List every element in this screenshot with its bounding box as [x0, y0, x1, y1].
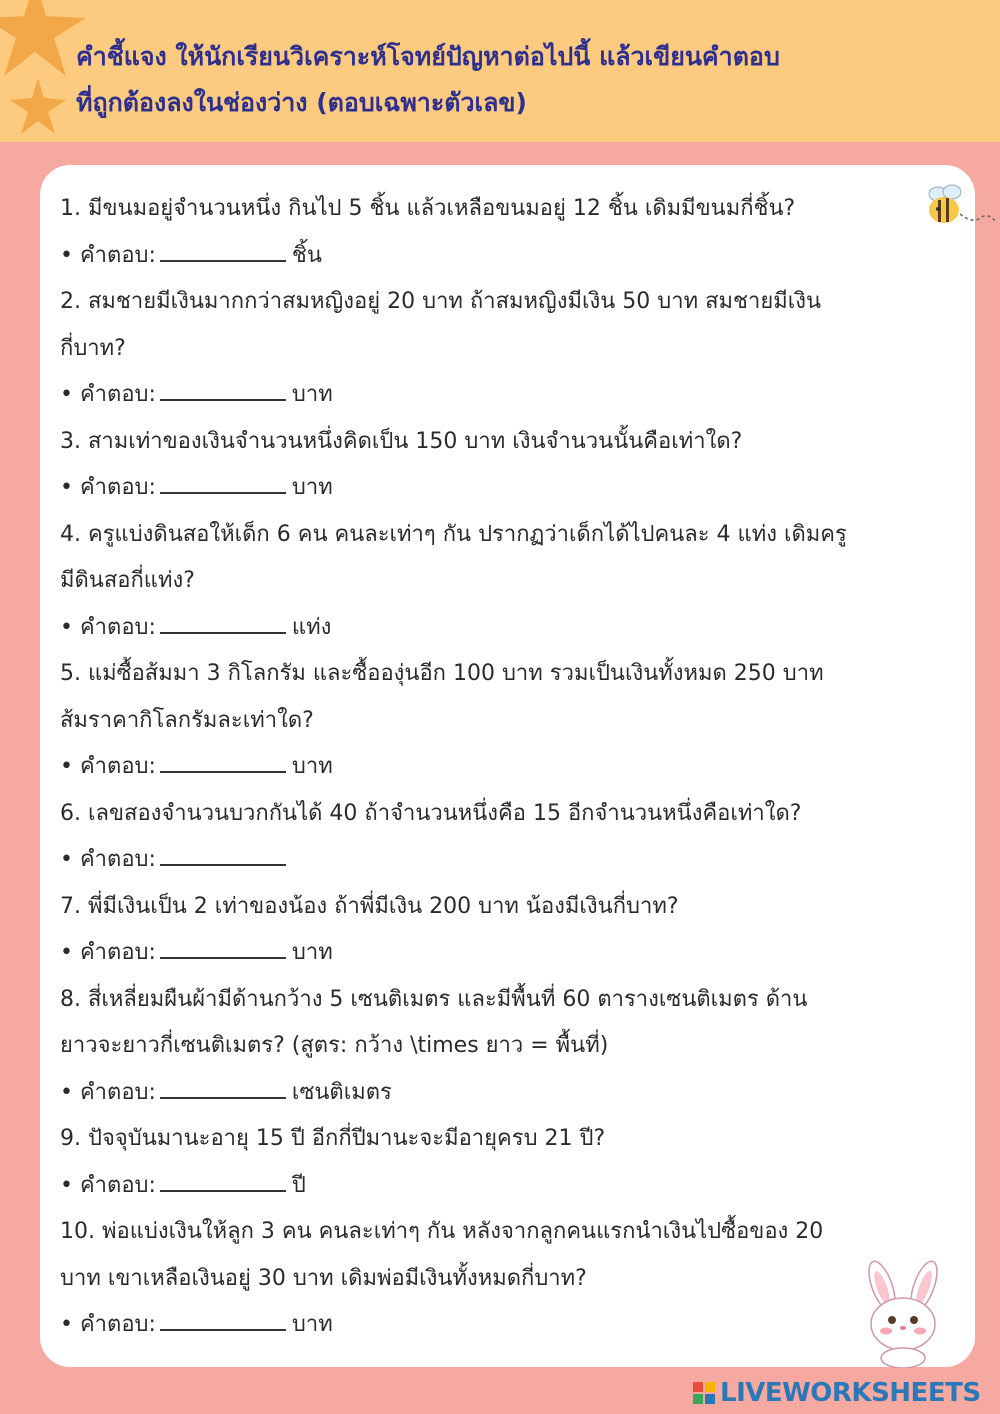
answer-blank[interactable]	[160, 751, 286, 773]
answer-blank[interactable]	[160, 1309, 286, 1331]
answer-row	[60, 930, 960, 977]
answer-unit: ปี	[291, 1172, 306, 1198]
answer-unit: บาท	[291, 382, 333, 407]
question-text-cont: บาท เขาเหลือเงินอยู่ 30 บาท เดิมพ่อมีเงินทั้งหมดกี่บาท?	[60, 1265, 587, 1291]
brand-text: LIVEWORKSHEETS	[720, 1378, 981, 1408]
question-text-cont: ส้มราคากิโลกรัมละเท่าใด?	[60, 707, 314, 733]
answer-blank[interactable]	[160, 612, 286, 634]
answer-row	[60, 233, 960, 280]
answer-label: • คำตอบ:	[60, 475, 156, 500]
question-text: 10. พ่อแบ่งเงินให้ลูก 3 คน คนละเท่าๆ กัน หลังจากลูกคนแรกนำเงินไปซื้อของ 20	[60, 1219, 824, 1244]
question-text: 8. สี่เหลี่ยมผืนผ้ามีด้านกว้าง 5 เซนติเมตร และมีพื้นที่ 60 ตารางเซนติเมตร ด้าน	[60, 986, 808, 1012]
answer-label: • คำตอบ:	[60, 242, 156, 268]
question-1	[60, 186, 960, 279]
instructions	[76, 34, 976, 126]
question-text: 1. มีขนมอยู่จำนวนหนึ่ง กินไป 5 ชิ้น แล้วเหลือขนมอยู่ 12 ชิ้น เดิมมีขนมกี่ชิ้น?	[60, 196, 796, 221]
answer-row	[60, 465, 960, 512]
answer-row	[60, 1163, 960, 1210]
question-text: 9. ปัจจุบันมานะอายุ 15 ปี อีกกี่ปีมานะจะมีอายุครบ 21 ปี?	[60, 1126, 606, 1151]
star-icon	[8, 78, 68, 138]
question-text: 7. พี่มีเงินเป็น 2 เท่าของน้อง ถ้าพี่มีเงิน 200 บาท น้องมีเงินกี่บาท?	[60, 893, 679, 919]
instructions-line-2: ที่ถูกต้องลงในช่องว่าง (ตอบเฉพาะตัวเลข)	[76, 88, 527, 117]
answer-label: • คำตอบ:	[60, 382, 156, 407]
answer-unit: บาท	[291, 754, 333, 779]
question-text: 3. สามเท่าของเงินจำนวนหนึ่งคิดเป็น 150 บาท เงินจำนวนนั้นคือเท่าใด?	[60, 428, 743, 454]
answer-label: • คำตอบ:	[60, 1172, 156, 1198]
liveworksheets-logo-icon	[693, 1382, 717, 1406]
answer-label: • คำตอบ:	[60, 940, 156, 965]
answer-unit: บาท	[291, 1312, 333, 1337]
instructions-line-1: คำชี้แจง ให้นักเรียนวิเคราะห์โจทย์ปัญหาต่อไปนี้ แล้วเขียนคำตอบ	[76, 42, 780, 71]
bunny-icon	[840, 1258, 970, 1368]
question-text-cont: มีดินสอกี่แท่ง?	[60, 568, 195, 593]
answer-row	[60, 744, 960, 791]
answer-blank[interactable]	[160, 1077, 286, 1099]
question-4	[60, 512, 960, 652]
answer-row	[60, 1070, 960, 1117]
question-6	[60, 791, 960, 884]
question-text: 5. แม่ซื้อส้มมา 3 กิโลกรัม และซื้อองุ่นอีก 100 บาท รวมเป็นเงินทั้งหมด 250 บาท	[60, 661, 824, 686]
question-text: 6. เลขสองจำนวนบวกกันได้ 40 ถ้าจำนวนหนึ่งคือ 15 อีกจำนวนหนึ่งคือเท่าใด?	[60, 800, 802, 826]
question-5	[60, 651, 960, 791]
answer-unit: บาท	[291, 940, 333, 965]
answer-label: • คำตอบ:	[60, 754, 156, 779]
answer-label: • คำตอบ:	[60, 847, 156, 872]
answer-unit: ชิ้น	[291, 242, 322, 268]
answer-blank[interactable]	[160, 240, 286, 262]
questions-list	[60, 186, 960, 1349]
answer-blank[interactable]	[160, 844, 286, 866]
answer-unit: เซนติเมตร	[291, 1079, 392, 1105]
question-text: 4. ครูแบ่งดินสอให้เด็ก 6 คน คนละเท่าๆ กัน ปรากฏว่าเด็กได้ไปคนละ 4 แท่ง เดิมครู	[60, 521, 847, 547]
question-3	[60, 419, 960, 512]
answer-blank[interactable]	[160, 379, 286, 401]
answer-blank[interactable]	[160, 937, 286, 959]
question-9	[60, 1116, 960, 1209]
answer-row	[60, 1302, 960, 1349]
answer-row	[60, 837, 960, 884]
answer-unit: บาท	[291, 475, 333, 500]
question-8	[60, 977, 960, 1117]
answer-blank[interactable]	[160, 1170, 286, 1192]
answer-unit: แท่ง	[291, 614, 332, 640]
question-10	[60, 1209, 960, 1349]
answer-row	[60, 605, 960, 652]
question-text-cont: ยาวจะยาวกี่เซนติเมตร? (สูตร: กว้าง \times ยาว = พื้นที่)	[60, 1033, 609, 1058]
answer-blank[interactable]	[160, 472, 286, 494]
liveworksheets-brand	[693, 1378, 981, 1408]
answer-label: • คำตอบ:	[60, 1079, 156, 1105]
question-7	[60, 884, 960, 977]
question-2	[60, 279, 960, 419]
answer-row	[60, 372, 960, 419]
header-banner	[0, 0, 1000, 142]
answer-label: • คำตอบ:	[60, 1312, 156, 1337]
answer-label: • คำตอบ:	[60, 614, 156, 640]
question-text-cont: กี่บาท?	[60, 335, 126, 361]
question-text: 2. สมชายมีเงินมากกว่าสมหญิงอยู่ 20 บาท ถ้าสมหญิงมีเงิน 50 บาท สมชายมีเงิน	[60, 289, 822, 314]
